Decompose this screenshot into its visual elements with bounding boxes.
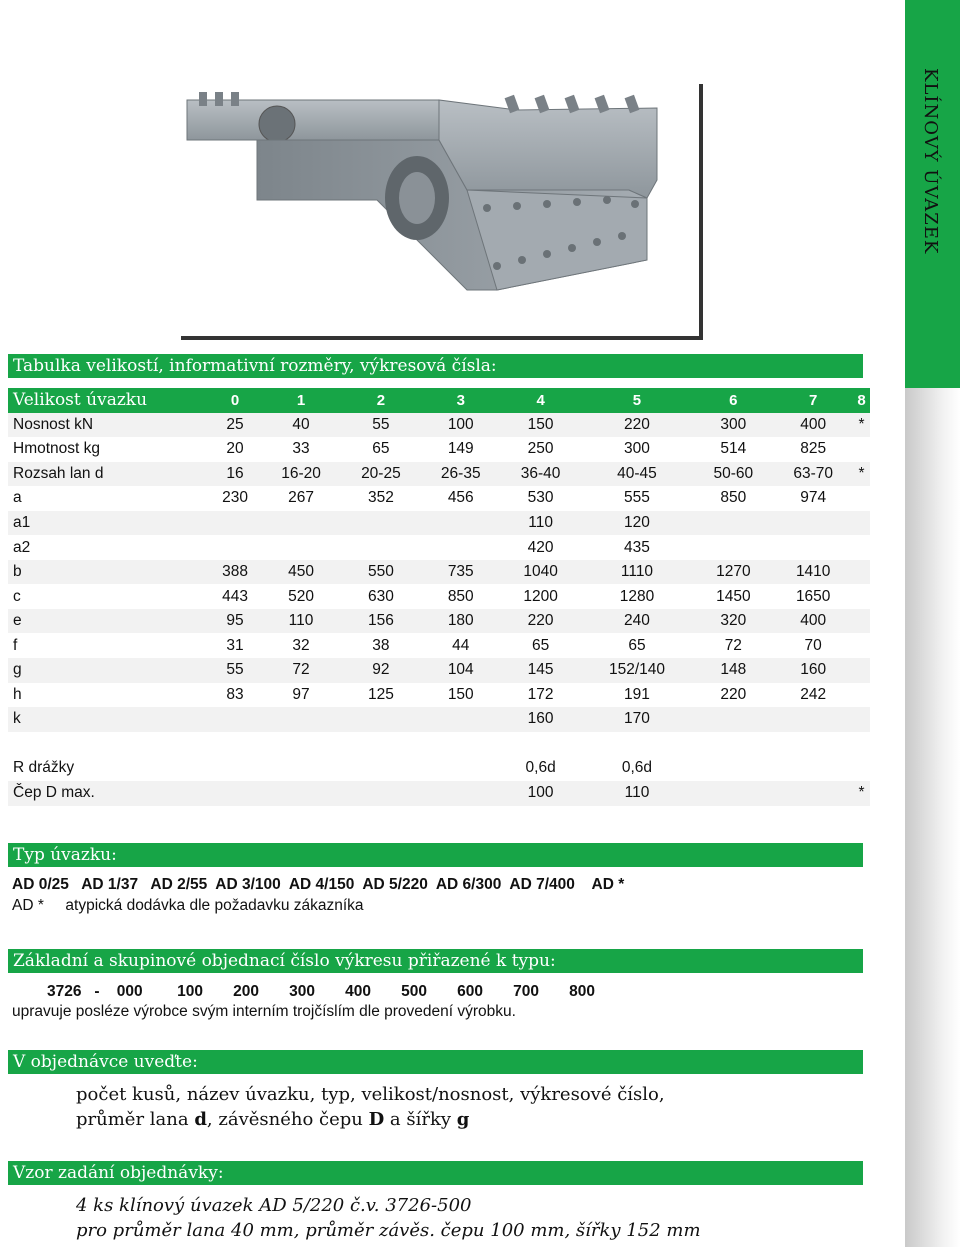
row-label: b (8, 560, 209, 585)
table-cell: 104 (421, 658, 501, 683)
table-header-row (8, 388, 870, 413)
table-cell: 435 (581, 535, 694, 560)
table-cell: 20 (209, 437, 261, 462)
table-row (8, 462, 870, 487)
table-row (8, 683, 870, 708)
table-cell: 148 (693, 658, 773, 683)
table-cell: 630 (341, 584, 421, 609)
table-row (8, 584, 870, 609)
table-cell: 26-35 (421, 462, 501, 487)
row-label: Nosnost kN (8, 413, 209, 438)
table-cell: 1040 (501, 560, 581, 585)
table-cell: 220 (693, 683, 773, 708)
header-size-cell: 3 (421, 388, 501, 413)
table-cell: 180 (421, 609, 501, 634)
order-line-2-part: g (456, 1109, 470, 1130)
table-row (8, 732, 870, 756)
table-cell: 92 (341, 658, 421, 683)
row-label: a1 (8, 511, 209, 536)
table-cell (853, 560, 870, 585)
table-cell: 36-40 (501, 462, 581, 487)
table-cell (853, 707, 870, 732)
table-cell: 0,6d (501, 756, 581, 781)
types-line: AD 0/25 AD 1/37 AD 2/55 AD 3/100 AD 4/150 AD 5/220 AD 6/300 AD 7/400 AD * (12, 876, 625, 893)
table-cell: 443 (209, 584, 261, 609)
product-photo (177, 80, 699, 336)
table-cell (773, 781, 853, 806)
table-cell: 300 (581, 437, 694, 462)
row-label: c (8, 584, 209, 609)
sizes-table (8, 388, 870, 806)
table-cell: 55 (341, 413, 421, 438)
table-cell: 100 (501, 781, 581, 806)
table-cell: 160 (501, 707, 581, 732)
row-label: a2 (8, 535, 209, 560)
table-row (8, 511, 870, 536)
table-cell: 974 (773, 486, 853, 511)
table-cell: 514 (693, 437, 773, 462)
drawing-section-title: Základní a skupinové objednací číslo výkresu přiřazené k typu: (8, 949, 863, 973)
table-cell: * (853, 781, 870, 806)
table-cell: 156 (341, 609, 421, 634)
table-cell: 550 (341, 560, 421, 585)
table-cell: 456 (421, 486, 501, 511)
example-section-title: Vzor zadání objednávky: (8, 1161, 863, 1185)
table-cell (693, 511, 773, 536)
table-row (8, 535, 870, 560)
table-cell: 100 (421, 413, 501, 438)
example-line-1: 4 ks klínový úvazek AD 5/220 č.v. 3726-500 (76, 1195, 472, 1216)
table-cell: 120 (581, 511, 694, 536)
header-size-cell: 1 (261, 388, 341, 413)
table-cell: 72 (693, 633, 773, 658)
table-cell: 70 (773, 633, 853, 658)
table-cell (421, 732, 501, 756)
table-cell: 32 (261, 633, 341, 658)
table-cell (341, 511, 421, 536)
table-cell: 63-70 (773, 462, 853, 487)
table-cell: 110 (261, 609, 341, 634)
table-cell (209, 781, 261, 806)
type-section-title: Typ úvazku: (8, 843, 863, 867)
table-cell (773, 756, 853, 781)
table-cell (261, 511, 341, 536)
table-cell: 50-60 (693, 462, 773, 487)
table-cell: 172 (501, 683, 581, 708)
table-cell (693, 732, 773, 756)
table-cell: 555 (581, 486, 694, 511)
table-row (8, 781, 870, 806)
table-cell (853, 609, 870, 634)
table-cell: 38 (341, 633, 421, 658)
table-cell: 825 (773, 437, 853, 462)
row-label: Čep D max. (8, 781, 209, 806)
drawing-numbers: 3726 - 000 100 200 300 400 500 600 700 800 (47, 983, 596, 1000)
order-line-2-part: , závěsného čepu (206, 1109, 369, 1130)
table-cell (341, 756, 421, 781)
row-label: Rozsah lan d (8, 462, 209, 487)
table-cell: 1200 (501, 584, 581, 609)
row-label: a (8, 486, 209, 511)
table-cell: 850 (421, 584, 501, 609)
table-cell: 72 (261, 658, 341, 683)
table-cell: 220 (501, 609, 581, 634)
table-row (8, 560, 870, 585)
table-cell (261, 756, 341, 781)
side-title: KLÍNOVÝ ÚVAZEK (920, 68, 941, 255)
header-size-cell: 7 (773, 388, 853, 413)
table-cell (501, 732, 581, 756)
header-size-cell: 0 (209, 388, 261, 413)
table-cell: 110 (501, 511, 581, 536)
table-row (8, 633, 870, 658)
table-row (8, 437, 870, 462)
table-cell: 1410 (773, 560, 853, 585)
table-cell: 145 (501, 658, 581, 683)
table-cell (261, 781, 341, 806)
table-cell (853, 535, 870, 560)
table-cell: 0,6d (581, 756, 694, 781)
table-row (8, 756, 870, 781)
table-cell: 33 (261, 437, 341, 462)
table-row (8, 658, 870, 683)
table-cell: 55 (209, 658, 261, 683)
table-cell: 16 (209, 462, 261, 487)
table-cell (853, 511, 870, 536)
table-cell: 160 (773, 658, 853, 683)
table-cell: 400 (773, 609, 853, 634)
order-section-title: V objednávce uveďte: (8, 1050, 863, 1074)
table-cell: 191 (581, 683, 694, 708)
table-cell: 220 (581, 413, 694, 438)
table-cell (853, 633, 870, 658)
sizes-section-title: Tabulka velikostí, informativní rozměry, výkresová čísla: (8, 354, 863, 378)
header-size-cell: 4 (501, 388, 581, 413)
side-band-gradient (905, 388, 960, 1247)
table-cell (853, 683, 870, 708)
table-cell (853, 658, 870, 683)
table-cell: 65 (501, 633, 581, 658)
order-line-2-part: D (368, 1109, 385, 1130)
table-cell: 520 (261, 584, 341, 609)
table-cell (853, 437, 870, 462)
table-cell: 450 (261, 560, 341, 585)
order-line-2 (76, 1109, 469, 1130)
wedge-socket-illustration (177, 80, 699, 336)
row-label: e (8, 609, 209, 634)
table-cell: * (853, 462, 870, 487)
table-cell: 125 (341, 683, 421, 708)
order-line-1: počet kusů, název úvazku, typ, velikost/nosnost, výkresové číslo, (76, 1084, 665, 1105)
table-cell (209, 756, 261, 781)
table-cell (341, 535, 421, 560)
table-cell: 420 (501, 535, 581, 560)
row-label: Hmotnost kg (8, 437, 209, 462)
table-cell (693, 707, 773, 732)
table-cell (693, 535, 773, 560)
table-cell (421, 707, 501, 732)
row-label: h (8, 683, 209, 708)
table-cell: 240 (581, 609, 694, 634)
table-cell (261, 535, 341, 560)
table-cell: 1110 (581, 560, 694, 585)
table-cell: * (853, 413, 870, 438)
table-cell: 83 (209, 683, 261, 708)
table-cell: 242 (773, 683, 853, 708)
table-cell (581, 732, 694, 756)
table-cell (853, 584, 870, 609)
table-cell: 400 (773, 413, 853, 438)
table-cell: 40-45 (581, 462, 694, 487)
table-cell: 44 (421, 633, 501, 658)
atypical-note: AD * atypická dodávka dle požadavku zákazníka (12, 897, 364, 914)
row-label (8, 732, 209, 756)
table-cell: 150 (501, 413, 581, 438)
table-cell (693, 756, 773, 781)
table-cell: 267 (261, 486, 341, 511)
row-label: k (8, 707, 209, 732)
header-size-cell: 8 (853, 388, 870, 413)
table-cell (693, 781, 773, 806)
table-cell: 65 (581, 633, 694, 658)
table-cell: 735 (421, 560, 501, 585)
row-label: g (8, 658, 209, 683)
header-size-cell: 6 (693, 388, 773, 413)
table-cell: 1650 (773, 584, 853, 609)
table-cell: 230 (209, 486, 261, 511)
table-cell (773, 707, 853, 732)
table-cell (209, 535, 261, 560)
table-row (8, 486, 870, 511)
table-cell: 20-25 (341, 462, 421, 487)
table-cell (421, 756, 501, 781)
example-line-2: pro průměr lana 40 mm, průměr závěs. čepu 100 mm, šířky 152 mm (76, 1220, 701, 1241)
order-line-2-part: d (194, 1109, 207, 1130)
table-row (8, 609, 870, 634)
table-cell (421, 781, 501, 806)
order-line-2-part: průměr lana (76, 1109, 195, 1130)
table-cell (421, 511, 501, 536)
table-cell (773, 535, 853, 560)
table-cell (261, 707, 341, 732)
table-cell: 250 (501, 437, 581, 462)
table-cell (853, 756, 870, 781)
table-cell: 530 (501, 486, 581, 511)
table-cell (341, 707, 421, 732)
table-cell (853, 732, 870, 756)
table-cell (421, 535, 501, 560)
table-cell (341, 781, 421, 806)
table-cell (773, 732, 853, 756)
table-cell (853, 486, 870, 511)
table-cell: 352 (341, 486, 421, 511)
table-cell (341, 732, 421, 756)
table-cell: 95 (209, 609, 261, 634)
table-cell: 150 (421, 683, 501, 708)
header-size-cell: 2 (341, 388, 421, 413)
table-row (8, 707, 870, 732)
table-cell: 850 (693, 486, 773, 511)
table-cell: 320 (693, 609, 773, 634)
table-cell: 170 (581, 707, 694, 732)
table-cell: 388 (209, 560, 261, 585)
order-line-2-part: a šířky (384, 1109, 457, 1130)
table-cell (261, 732, 341, 756)
table-cell: 149 (421, 437, 501, 462)
row-label: f (8, 633, 209, 658)
header-label: Velikost úvazku (8, 388, 209, 413)
table-cell: 152/140 (581, 658, 694, 683)
table-cell (209, 511, 261, 536)
table-cell: 1270 (693, 560, 773, 585)
table-cell: 97 (261, 683, 341, 708)
table-cell (209, 707, 261, 732)
table-cell: 25 (209, 413, 261, 438)
table-row (8, 413, 870, 438)
table-cell: 31 (209, 633, 261, 658)
table-cell: 40 (261, 413, 341, 438)
table-cell (773, 511, 853, 536)
table-cell: 1450 (693, 584, 773, 609)
table-cell (209, 732, 261, 756)
drawing-note: upravuje posléze výrobce svým interním trojčíslím dle provedení výrobku. (12, 1003, 516, 1020)
table-cell: 65 (341, 437, 421, 462)
header-size-cell: 5 (581, 388, 694, 413)
table-cell: 1280 (581, 584, 694, 609)
table-cell: 16-20 (261, 462, 341, 487)
table-cell: 300 (693, 413, 773, 438)
row-label: R drážky (8, 756, 209, 781)
table-cell: 110 (581, 781, 694, 806)
